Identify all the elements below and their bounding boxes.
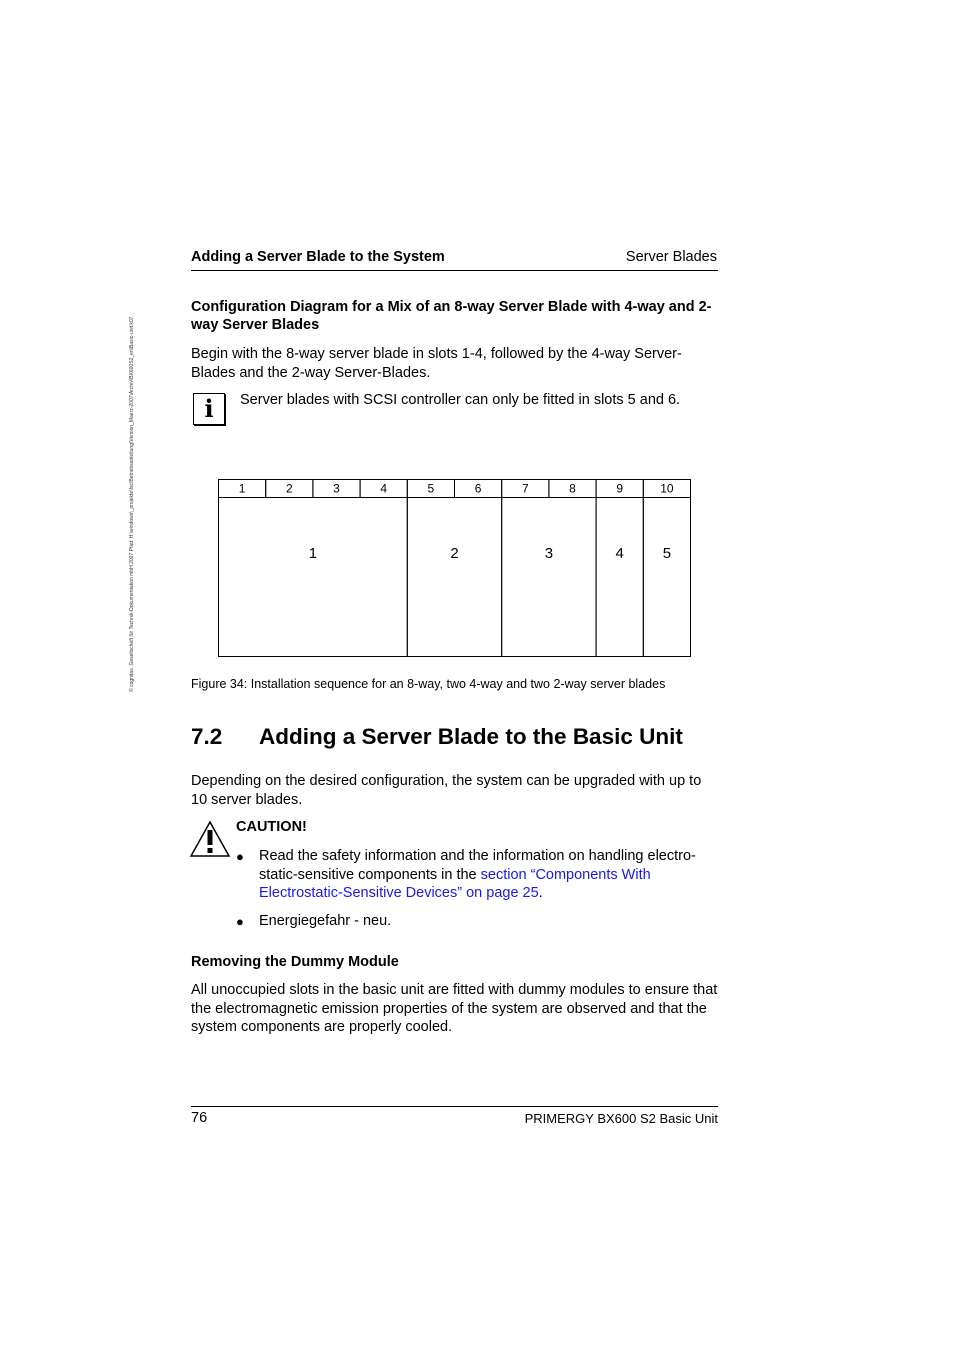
- footer-rule: [191, 1106, 718, 1107]
- side-margin-note: © cognitas. Gesellschaft für Technik-Dokumentation mbH 2007 Pfad: H:\windows\_projekte\fsc\Betriebsanleitung\Version_Maerz-2007\Archiv\BX600S2_en\Basic-unit.k07: [129, 316, 135, 692]
- dummy-module-paragraph: All unoccupied slots in the basic unit are fitted with dummy modules to ensure that the electromagnetic emission properties of the system are observed and that the system components are properly cooled.: [191, 982, 718, 1035]
- dummy-module-heading: Removing the Dummy Module: [191, 954, 399, 970]
- section-number: 7.2: [191, 724, 223, 749]
- blade-cell: [596, 498, 643, 657]
- blade-number-label: 4: [615, 545, 624, 562]
- slot-number-label: 2: [285, 481, 293, 496]
- header-rule: [191, 270, 718, 271]
- slot-number-label: 5: [427, 481, 435, 496]
- section-title: Adding a Server Blade to the Basic Unit: [259, 724, 683, 749]
- slot-number-label: 7: [521, 481, 529, 496]
- blade-cell: [502, 498, 596, 657]
- caution-label: CAUTION!: [236, 819, 307, 835]
- esd-section-link[interactable]: section “Components With Electrostatic-Sensitive Devices” on page 25: [259, 866, 651, 901]
- warning-triangle-icon: [189, 820, 231, 858]
- bullet-icon: ●: [236, 849, 244, 864]
- slot-diagram: [218, 479, 691, 657]
- blade-cell: [643, 498, 690, 657]
- slot-number-label: 8: [569, 481, 576, 496]
- blade-cell: [219, 498, 408, 657]
- slot-number-label: 6: [474, 481, 482, 496]
- slot-number-label: 1: [238, 481, 246, 496]
- page-number: 76: [191, 1110, 208, 1126]
- slot-header-row: [219, 480, 691, 498]
- info-note-text: Server blades with SCSI controller can only be fitted in slots 5 and 6.: [240, 392, 681, 408]
- blade-row: [219, 498, 691, 657]
- section-heading: [191, 724, 683, 750]
- blade-number-label: 5: [662, 545, 672, 562]
- caution-item-2: Energiegefahr - neu.: [259, 913, 392, 929]
- section-paragraph: Depending on the desired configuration, the system can be upgraded with up to 10 server blades.: [191, 773, 702, 808]
- blade-cell: [407, 498, 501, 657]
- product-name: PRIMERGY BX600 S2 Basic Unit: [524, 1111, 718, 1126]
- running-header-title: Adding a Server Blade to the System: [191, 249, 445, 265]
- config-diagram-heading: Configuration Diagram for a Mix of an 8-way Server Blade with 4-way and 2-way Server Blades: [191, 299, 712, 333]
- slot-number-label: 10: [660, 481, 674, 496]
- running-header-chapter: Server Blades: [625, 249, 717, 265]
- blade-number-label: 1: [308, 545, 318, 562]
- slot-number-label: 9: [616, 481, 624, 496]
- bullet-icon: ●: [236, 914, 244, 929]
- intro-paragraph: Begin with the 8-way server blade in slots 1-4, followed by the 4-way Server-Blades and the 2-way Server-Blades.: [191, 346, 682, 381]
- info-icon: i: [193, 393, 225, 425]
- blade-number-label: 3: [544, 545, 554, 562]
- slot-number-label: 4: [380, 481, 388, 496]
- caution-item-1: Read the safety information and the information on handling electro-static-sensitive components in the section “Components With Electrostatic-Sensitive Devices” on page 25.: [259, 848, 696, 901]
- figure-caption: Figure 34: Installation sequence for an 8-way, two 4-way and two 2-way server blades: [191, 677, 666, 691]
- blade-number-label: 2: [450, 545, 459, 562]
- slot-number-label: 3: [333, 481, 340, 496]
